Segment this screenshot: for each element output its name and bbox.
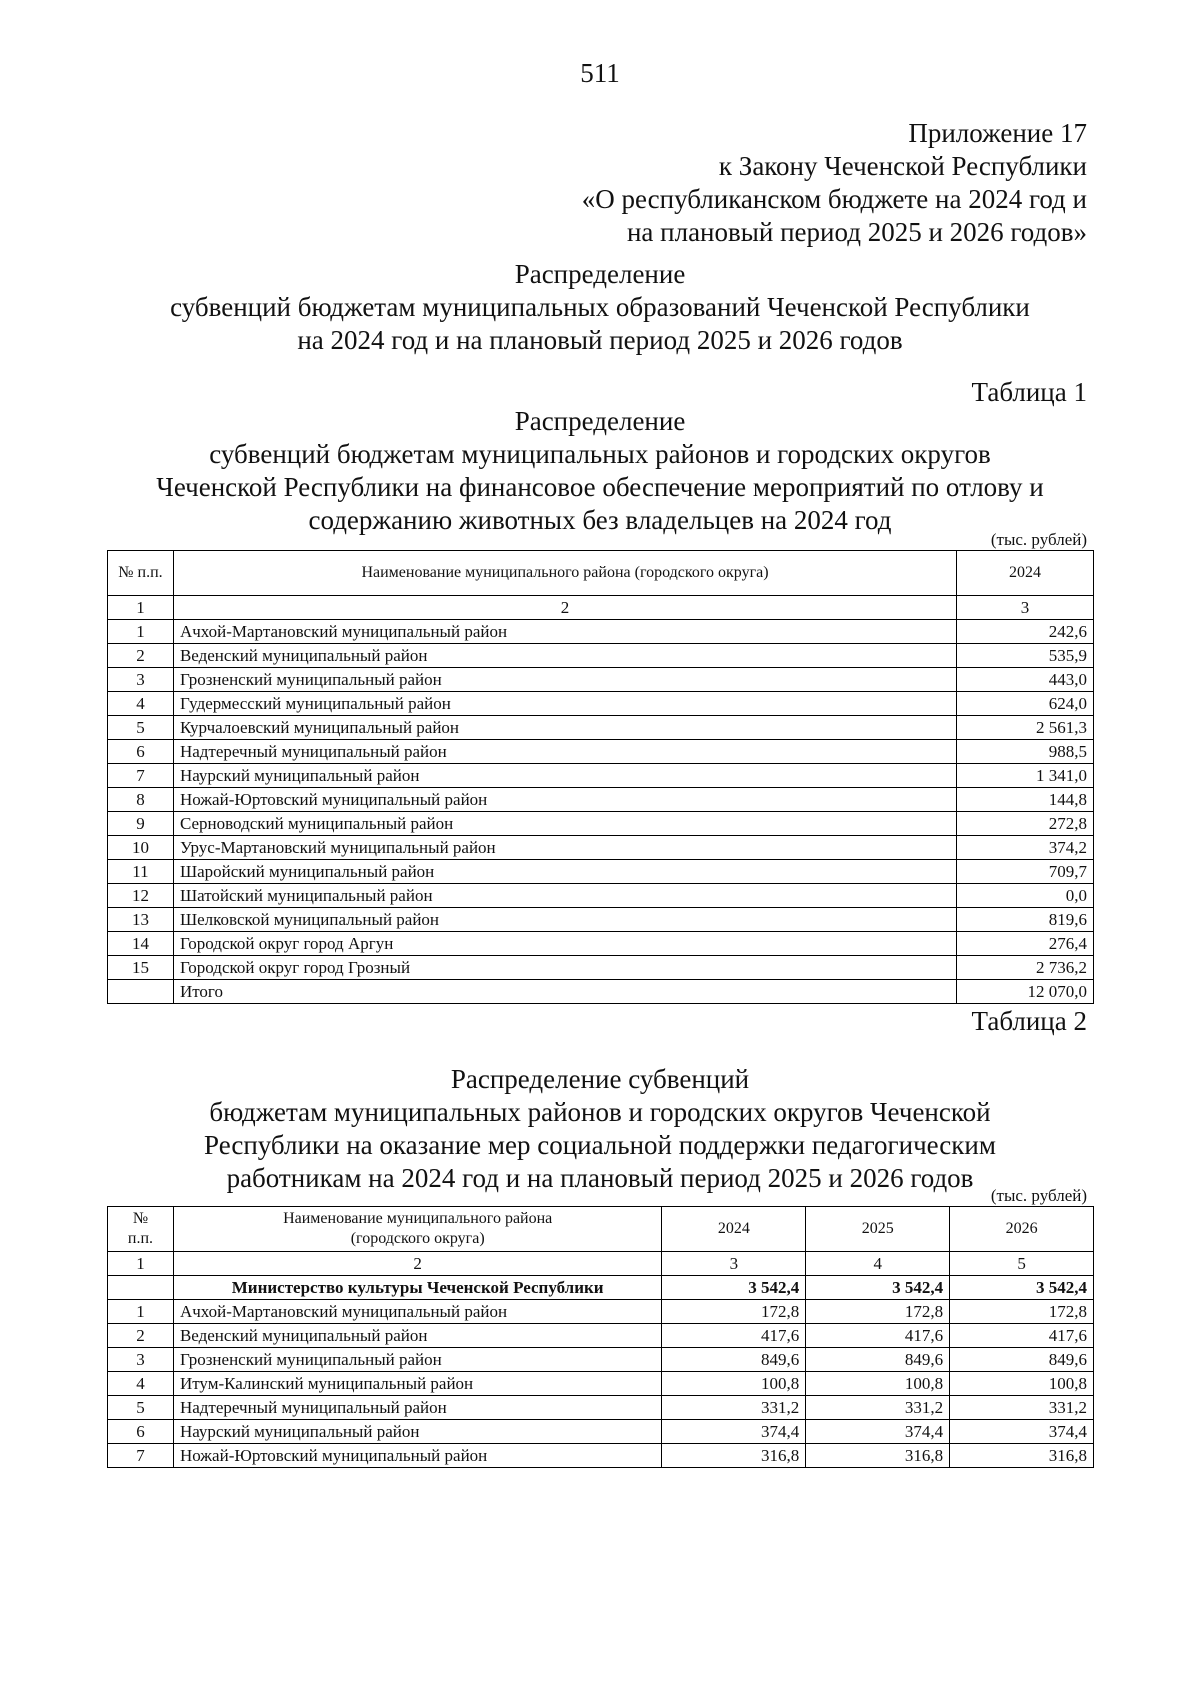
table1-colnum: 1: [108, 596, 174, 620]
table2-row-2025: 374,4: [806, 1420, 950, 1444]
table1-header-2024: 2024: [957, 551, 1094, 596]
table1-row-value: 988,5: [957, 740, 1094, 764]
table2-header-num: [108, 1207, 174, 1252]
table1-colnum: 2: [173, 596, 956, 620]
table2-row: [108, 1396, 1094, 1420]
table2-row-num: 1: [108, 1300, 174, 1324]
table2-row-2025: 172,8: [806, 1300, 950, 1324]
table2-row-name: Надтеречный муниципальный район: [173, 1396, 661, 1420]
table1-row-value: 0,0: [957, 884, 1094, 908]
table1-row-num: 1: [108, 620, 174, 644]
table1-header-num-text: № п.п.: [118, 564, 163, 581]
table2-row-name: Ачхой-Мартановский муниципальный район: [173, 1300, 661, 1324]
table2-header-row: [108, 1207, 1094, 1252]
table1-row-value: 709,7: [957, 860, 1094, 884]
table2-row-name: Наурский муниципальный район: [173, 1420, 661, 1444]
table1-row: [108, 788, 1094, 812]
table1-row-value: 276,4: [957, 932, 1094, 956]
table2-row-2026: 172,8: [950, 1300, 1094, 1324]
table2-row-2024: 172,8: [662, 1300, 806, 1324]
table1-row-num: 13: [108, 908, 174, 932]
table1-row-value: 242,6: [957, 620, 1094, 644]
table1-title-line: содержанию животных без владельцев на 2024 год: [308, 505, 892, 535]
table2-header-num-line1: №: [132, 1210, 149, 1227]
table2-ministry-2026: 3 542,4: [950, 1276, 1094, 1300]
table1-title-line: субвенций бюджетам муниципальных районов и городских округов: [209, 439, 991, 469]
page-number: 511: [580, 58, 620, 88]
table2-title-line: бюджетам муниципальных районов и городских округов Чеченской: [209, 1097, 991, 1127]
table2-row-2026: 316,8: [950, 1444, 1094, 1468]
table1-row: [108, 812, 1094, 836]
table2-row-2024: 331,2: [662, 1396, 806, 1420]
table1-row: [108, 620, 1094, 644]
table2-row-num: 3: [108, 1348, 174, 1372]
table2-row: [108, 1348, 1094, 1372]
main-title-line: Распределение: [514, 259, 686, 289]
table1-row-name: Городской округ город Аргун: [173, 932, 956, 956]
table1-row-name: Веденский муниципальный район: [173, 644, 956, 668]
table2-row-name: Итум-Калинский муниципальный район: [173, 1372, 661, 1396]
table2-row-2024: 316,8: [662, 1444, 806, 1468]
table1-row-name: Курчалоевский муниципальный район: [173, 716, 956, 740]
table2-title: [100, 1063, 1100, 1195]
table2-row-2026: 849,6: [950, 1348, 1094, 1372]
table2-row-2026: 331,2: [950, 1396, 1094, 1420]
table2-header-num-line2: п.п.: [127, 1230, 154, 1247]
table1-row-num: 7: [108, 764, 174, 788]
table2-row-num: 5: [108, 1396, 174, 1420]
table1-row-value: 144,8: [957, 788, 1094, 812]
table1-row-name: Гудермесский муниципальный район: [173, 692, 956, 716]
table1-row: [108, 764, 1094, 788]
table2-row-name: Ножай-Юртовский муниципальный район: [173, 1444, 661, 1468]
table2-row-2026: 374,4: [950, 1420, 1094, 1444]
table1-total-label: Итого: [173, 980, 956, 1004]
table1-label: Таблица 1: [971, 377, 1087, 407]
table2-colnum: 4: [806, 1252, 950, 1276]
table2: [107, 1206, 1094, 1468]
table1-colnum: 3: [957, 596, 1094, 620]
table2-row-name: Грозненский муниципальный район: [173, 1348, 661, 1372]
table1-row-num: 6: [108, 740, 174, 764]
table1-total-value: 12 070,0: [957, 980, 1094, 1004]
table1-row-name: Серноводский муниципальный район: [173, 812, 956, 836]
table2-row: [108, 1300, 1094, 1324]
table1-row-num: 2: [108, 644, 174, 668]
table2-row-2024: 100,8: [662, 1372, 806, 1396]
table2-row-2025: 331,2: [806, 1396, 950, 1420]
table1-row-value: 272,8: [957, 812, 1094, 836]
table1-row-value: 2 736,2: [957, 956, 1094, 980]
table1-units: (тыс. рублей): [990, 530, 1087, 549]
table1-row: [108, 932, 1094, 956]
table2-row: [108, 1372, 1094, 1396]
main-title-line: на 2024 год и на плановый период 2025 и 2026 годов: [297, 325, 903, 355]
appendix-header: [582, 117, 1087, 249]
table2-ministry-row: [108, 1276, 1094, 1300]
table1-row-name: Шелковской муниципальный район: [173, 908, 956, 932]
table2-header-name: [173, 1207, 661, 1252]
table1-row-num: 11: [108, 860, 174, 884]
table2-header-2025: 2025: [806, 1207, 950, 1252]
table1-row-num: 4: [108, 692, 174, 716]
table2-title-line: Распределение субвенций: [450, 1064, 750, 1094]
table1-row: [108, 908, 1094, 932]
table2-row-2024: 849,6: [662, 1348, 806, 1372]
table1-row: [108, 668, 1094, 692]
table1-row: [108, 836, 1094, 860]
table1-row-num: 15: [108, 956, 174, 980]
table1-header-num: [108, 551, 174, 596]
appendix-line: Приложение 17: [908, 118, 1087, 148]
appendix-line: к Закону Чеченской Республики: [718, 151, 1087, 181]
table1-row: [108, 740, 1094, 764]
table1-row-value: 819,6: [957, 908, 1094, 932]
table2-colnum: 1: [108, 1252, 174, 1276]
table1-row-name: Городской округ город Грозный: [173, 956, 956, 980]
table1-row-name: Шаройский муниципальный район: [173, 860, 956, 884]
table2-ministry-num: [108, 1276, 174, 1300]
table2-header-2024: 2024: [662, 1207, 806, 1252]
appendix-line: на плановый период 2025 и 2026 годов»: [626, 217, 1087, 247]
table2-row-num: 2: [108, 1324, 174, 1348]
table1-row-num: 9: [108, 812, 174, 836]
table2-row-2026: 417,6: [950, 1324, 1094, 1348]
table2-row-2025: 849,6: [806, 1348, 950, 1372]
table1-row-num: 12: [108, 884, 174, 908]
table1-row-value: 443,0: [957, 668, 1094, 692]
table2-row-2025: 316,8: [806, 1444, 950, 1468]
table1-row-num: 5: [108, 716, 174, 740]
table1-row-value: 624,0: [957, 692, 1094, 716]
main-title-line: субвенций бюджетам муниципальных образований Чеченской Республики: [170, 292, 1030, 322]
table1-header-row: [108, 551, 1094, 596]
table2-row-num: 7: [108, 1444, 174, 1468]
table1-row-name: Шатойский муниципальный район: [173, 884, 956, 908]
table1-row: [108, 860, 1094, 884]
table1-total-row: [108, 980, 1094, 1004]
table1-row: [108, 716, 1094, 740]
table1-row-name: Надтеречный муниципальный район: [173, 740, 956, 764]
table2-ministry-2024: 3 542,4: [662, 1276, 806, 1300]
table1-row-name: Урус-Мартановский муниципальный район: [173, 836, 956, 860]
table1-row-name: Ножай-Юртовский муниципальный район: [173, 788, 956, 812]
table1-title-line: Распределение: [514, 406, 686, 436]
table1-row-value: 2 561,3: [957, 716, 1094, 740]
table2-row-2024: 417,6: [662, 1324, 806, 1348]
table2-row-2024: 374,4: [662, 1420, 806, 1444]
table2-ministry-name: Министерство культуры Чеченской Республики: [173, 1276, 661, 1300]
table2-header-name-line2: (городского округа): [350, 1230, 485, 1247]
table2-title-line: Республики на оказание мер социальной поддержки педагогическим: [204, 1130, 996, 1160]
table2-row-num: 6: [108, 1420, 174, 1444]
table1-total-num: [108, 980, 174, 1004]
table2-colnum-row: [108, 1252, 1094, 1276]
table1-row: [108, 692, 1094, 716]
table2-row-2025: 417,6: [806, 1324, 950, 1348]
table1-row-num: 14: [108, 932, 174, 956]
table1-row: [108, 644, 1094, 668]
table2-colnum: 3: [662, 1252, 806, 1276]
table2-colnum: 2: [173, 1252, 661, 1276]
table2-row-2025: 100,8: [806, 1372, 950, 1396]
table2-units: (тыс. рублей): [990, 1186, 1087, 1205]
table2-row: [108, 1444, 1094, 1468]
table2-row: [108, 1324, 1094, 1348]
table1-row-num: 8: [108, 788, 174, 812]
table1-row-value: 1 341,0: [957, 764, 1094, 788]
table1-row-value: 535,9: [957, 644, 1094, 668]
table1-row: [108, 884, 1094, 908]
table1-header-name: Наименование муниципального района (городского округа): [173, 551, 956, 596]
table1-row: [108, 956, 1094, 980]
table1-title: [100, 405, 1100, 537]
table2-header-name-line1: Наименование муниципального района: [283, 1210, 553, 1227]
table1-row-value: 374,2: [957, 836, 1094, 860]
table1-row-name: Грозненский муниципальный район: [173, 668, 956, 692]
table2-row: [108, 1420, 1094, 1444]
table1-row-name: Ачхой-Мартановский муниципальный район: [173, 620, 956, 644]
table1: [107, 550, 1094, 1004]
main-title: [100, 258, 1100, 357]
appendix-line: «О республиканском бюджете на 2024 год и: [581, 184, 1087, 214]
table1-colnum-row: [108, 596, 1094, 620]
table2-row-2026: 100,8: [950, 1372, 1094, 1396]
table2-row-num: 4: [108, 1372, 174, 1396]
table2-label: Таблица 2: [971, 1006, 1087, 1036]
table2-colnum: 5: [950, 1252, 1094, 1276]
table2-header-2026: 2026: [950, 1207, 1094, 1252]
table1-row-num: 10: [108, 836, 174, 860]
table2-title-line: работникам на 2024 год и на плановый период 2025 и 2026 годов: [226, 1163, 974, 1193]
table1-row-num: 3: [108, 668, 174, 692]
table1-title-line: Чеченской Республики на финансовое обеспечение мероприятий по отлову и: [156, 472, 1044, 502]
table1-row-name: Наурский муниципальный район: [173, 764, 956, 788]
table2-ministry-2025: 3 542,4: [806, 1276, 950, 1300]
table2-row-name: Веденский муниципальный район: [173, 1324, 661, 1348]
